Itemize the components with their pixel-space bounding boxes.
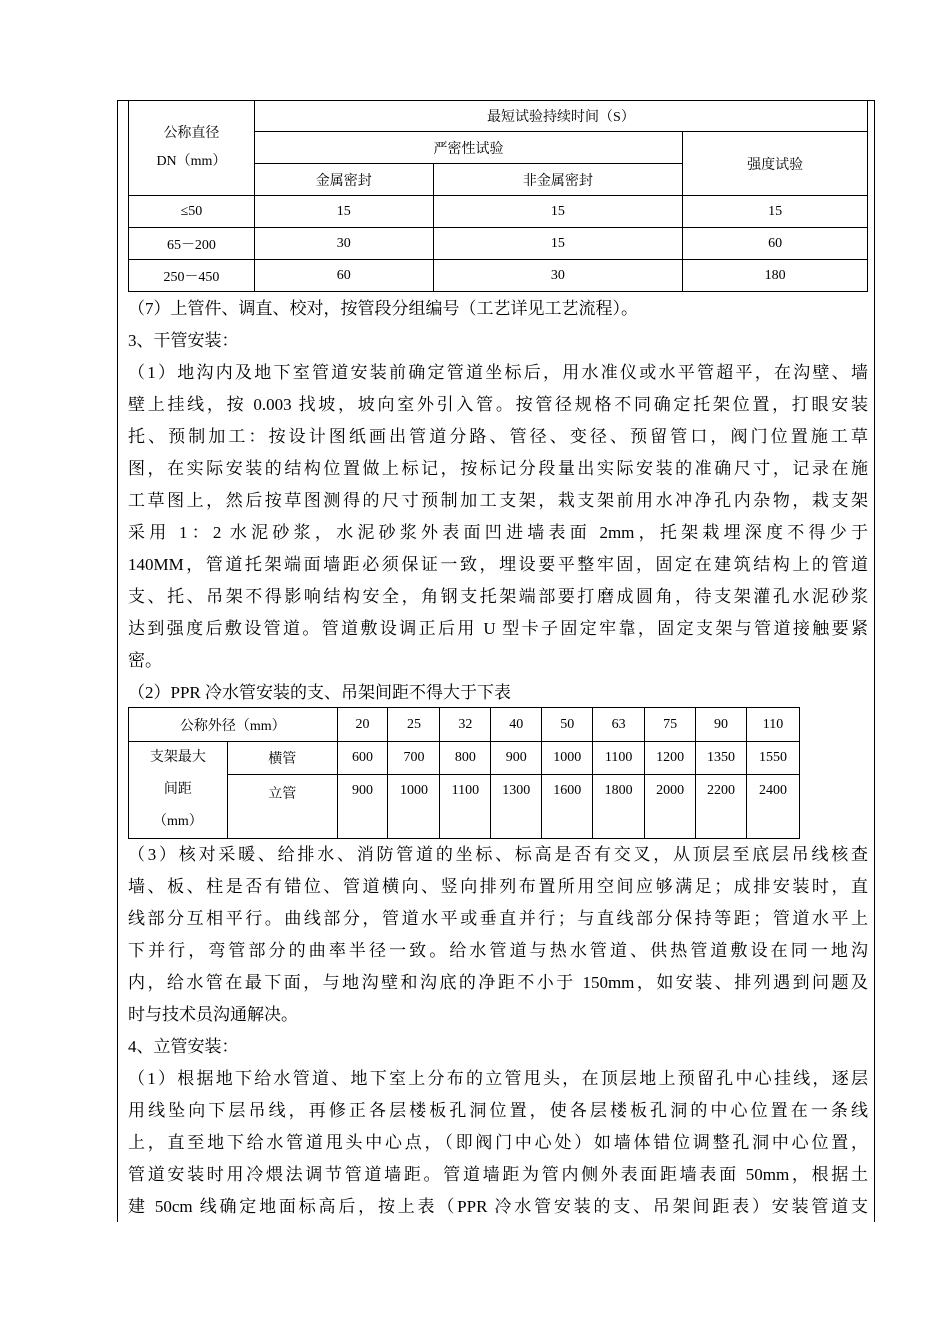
text-line: 支、托、吊架不得影响结构安全，角钢支托架端部要打磨成圆角，待支架灌孔水泥砂浆 bbox=[128, 587, 868, 606]
nominal-diameter-header: 公称直径 DN（mm） bbox=[129, 101, 255, 196]
text-line: 达到强度后敷设管道。管道敷设调正后用 U 型卡子固定牢靠，固定支架与管道接触要紧 bbox=[128, 619, 868, 638]
text-line: 工草图上，然后按草图测得的尺寸预制加工支架，栽支架前用水冲净孔内杂物，栽支架 bbox=[128, 491, 868, 510]
max-spacing-label: 支架最大 间距 （mm） bbox=[129, 742, 228, 839]
nonmetal-seal-header: 非金属密封 bbox=[433, 164, 683, 196]
section-3-item-1 bbox=[128, 357, 868, 677]
dn-cell: 65－200 bbox=[129, 228, 255, 260]
vertical-pipe-label: 立管 bbox=[227, 775, 337, 839]
text-line: 建 50cm 线确定地面标高后，按上表（PPR 冷水管安装的支、吊架间距表）安装管道支 bbox=[128, 1197, 868, 1216]
diameter-cell: 40 bbox=[491, 708, 542, 742]
text-line: （3）核对采暖、给排水、消防管道的坐标、标高是否有交叉，从顶层至底层吊线核查 bbox=[128, 845, 868, 864]
text-line: 图，在实际安装的结构位置做上标记，按标记分段量出实际安装的准确尺寸，记录在施 bbox=[128, 459, 868, 478]
diameter-cell: 75 bbox=[645, 708, 696, 742]
nonmetal-cell: 30 bbox=[433, 260, 683, 292]
text-line: （1）根据地下给水管道、地下室上分布的立管甩头，在顶层地上预留孔中心挂线，逐层 bbox=[128, 1069, 868, 1088]
spacing-cell: 900 bbox=[337, 775, 388, 839]
diameter-cell: 32 bbox=[440, 708, 491, 742]
pressure-test-table bbox=[128, 100, 868, 292]
spacing-cell: 1550 bbox=[747, 742, 800, 775]
diameter-cell: 25 bbox=[388, 708, 440, 742]
diameter-cell: 20 bbox=[337, 708, 388, 742]
diameter-cell: 63 bbox=[593, 708, 645, 742]
strength-cell: 60 bbox=[683, 228, 868, 260]
nonmetal-cell: 15 bbox=[433, 228, 683, 260]
spacing-cell: 2400 bbox=[747, 775, 800, 839]
text-line: 用线坠向下层吊线，再修正各层楼板孔洞位置，使各层楼板孔洞的中心位置在一条线 bbox=[128, 1101, 868, 1120]
tightness-test-header: 严密性试验 bbox=[254, 132, 682, 164]
nonmetal-cell: 15 bbox=[433, 196, 683, 228]
strength-cell: 15 bbox=[683, 196, 868, 228]
dn-cell: 250－450 bbox=[129, 260, 255, 292]
spacing-cell: 1000 bbox=[388, 775, 440, 839]
section-4-item-1 bbox=[128, 1063, 868, 1223]
section-3-item-3 bbox=[128, 839, 868, 1031]
text-line: （2）PPR 冷水管安装的支、吊架间距不得大于下表 bbox=[128, 683, 511, 702]
spacing-cell: 1600 bbox=[542, 775, 593, 839]
text-line: 采用 1：2 水泥砂浆，水泥砂浆外表面凹进墙表面 2mm，托架栽埋深度不得少于 bbox=[128, 523, 868, 542]
horizontal-pipe-label: 横管 bbox=[227, 742, 337, 775]
text-line: 墙、板、柱是否有错位、管道横向、竖向排列布置所用空间应够满足；成排安装时，直 bbox=[128, 877, 868, 896]
table-row bbox=[129, 196, 868, 228]
table-row bbox=[129, 775, 800, 839]
spacing-cell: 900 bbox=[491, 742, 542, 775]
text-line: 时与技术员沟通解决。 bbox=[128, 1005, 298, 1024]
section-4-heading bbox=[128, 1031, 868, 1063]
spacing-cell: 1800 bbox=[593, 775, 645, 839]
spacing-cell: 800 bbox=[440, 742, 491, 775]
spacing-cell: 2000 bbox=[645, 775, 696, 839]
outer-diameter-header: 公称外径（mm） bbox=[129, 708, 338, 742]
metal-cell: 60 bbox=[254, 260, 433, 292]
spacing-cell: 1100 bbox=[593, 742, 645, 775]
table-row bbox=[129, 742, 800, 775]
spacing-cell: 600 bbox=[337, 742, 388, 775]
strength-cell: 180 bbox=[683, 260, 868, 292]
text-line: 内，给水管在最下面，与地沟壁和沟底的净距不小于 150mm，如安装、排列遇到问题及 bbox=[128, 973, 868, 992]
spacing-cell: 2200 bbox=[696, 775, 747, 839]
text-line: 下并行，弯管部分的曲率半径一致。给水管道与热水管道、供热管道敷设在同一地沟 bbox=[128, 941, 868, 960]
min-test-duration-header: 最短试验持续时间（S） bbox=[254, 101, 867, 132]
strength-test-header: 强度试验 bbox=[683, 132, 868, 196]
metal-cell: 15 bbox=[254, 196, 433, 228]
spacing-cell: 1000 bbox=[542, 742, 593, 775]
ppr-support-spacing-table bbox=[128, 707, 800, 839]
spacing-cell: 1200 bbox=[645, 742, 696, 775]
metal-cell: 30 bbox=[254, 228, 433, 260]
spacing-cell: 1350 bbox=[696, 742, 747, 775]
text-line: 壁上挂线，按 0.003 找坡，坡向室外引入管。按管径规格不同确定托架位置，打眼安装 bbox=[128, 395, 868, 414]
text-line: （1）地沟内及地下室管道安装前确定管道坐标后，用水准仪或水平管超平，在沟壁、墙 bbox=[128, 363, 868, 382]
table-row bbox=[129, 260, 868, 292]
text-line: 托、预制加工：按设计图纸画出管道分路、管径、变径、预留管口，阀门位置施工草 bbox=[128, 427, 868, 446]
diameter-cell: 50 bbox=[542, 708, 593, 742]
spacing-cell: 1300 bbox=[491, 775, 542, 839]
table-row bbox=[129, 228, 868, 260]
section-3-heading bbox=[128, 325, 868, 357]
text-line: 上，直至地下给水管道甩头中心点，（即阀门中心处）如墙体错位调整孔洞中心位置， bbox=[128, 1133, 868, 1152]
diameter-cell: 110 bbox=[747, 708, 800, 742]
heading-text: 3、干管安装： bbox=[128, 331, 239, 350]
dn-cell: ≤50 bbox=[129, 196, 255, 228]
text-line: （7）上管件、调直、校对，按管段分组编号（工艺详见工艺流程）。 bbox=[128, 299, 638, 318]
text-line: 线部分互相平行。曲线部分，管道水平或垂直并行；与直线部分保持等距；管道水平上 bbox=[128, 909, 868, 928]
text-line: 140MM，管道托架端面墙距必须保证一致，埋设要平整牢固，固定在建筑结构上的管道 bbox=[128, 555, 868, 574]
text-line: 管道安装时用冷煨法调节管道墙距。管道墙距为管内侧外表面距墙表面 50mm，根据土 bbox=[128, 1165, 868, 1184]
heading-text: 4、立管安装： bbox=[128, 1037, 239, 1056]
text-line: 密。 bbox=[128, 651, 162, 670]
spacing-cell: 700 bbox=[388, 742, 440, 775]
section-3-item-2 bbox=[128, 677, 868, 709]
metal-seal-header: 金属密封 bbox=[254, 164, 433, 196]
spacing-cell: 1100 bbox=[440, 775, 491, 839]
diameter-cell: 90 bbox=[696, 708, 747, 742]
step-7-paragraph bbox=[128, 293, 868, 325]
